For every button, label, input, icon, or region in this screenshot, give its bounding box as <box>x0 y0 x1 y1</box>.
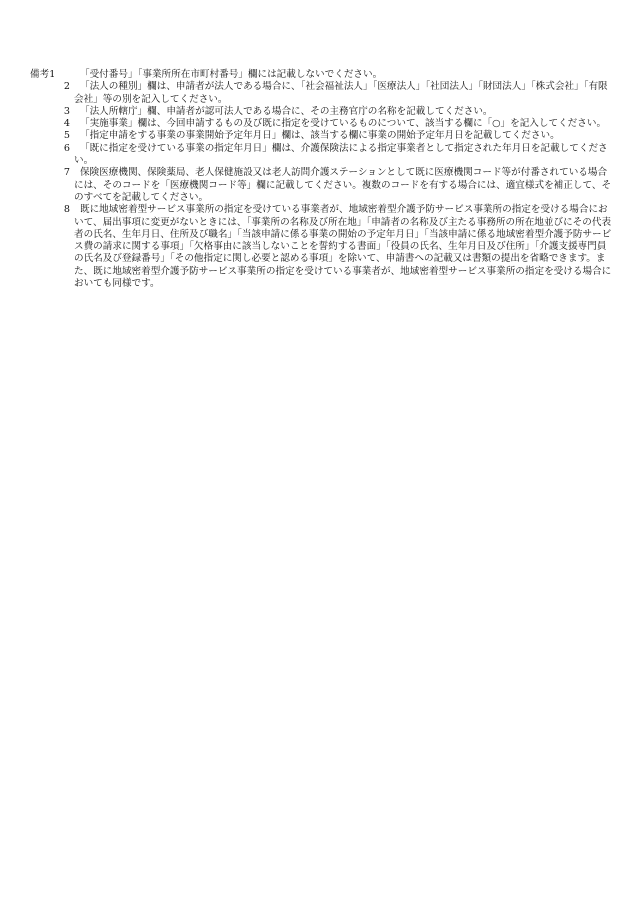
remark-item-2 <box>30 81 615 106</box>
remark-number: 3 <box>63 105 70 117</box>
remark-item-4 <box>30 118 615 130</box>
remark-item-5 <box>30 130 615 142</box>
remark-number: 4 <box>63 118 70 130</box>
remark-item-1 <box>30 69 615 81</box>
remark-text: 「既に指定を受けている事業の指定年月日」欄は、介護保険法による指定事業者として指定された年月日を記載してください。 <box>74 142 608 167</box>
remark-item-6 <box>30 143 615 168</box>
remark-item-8 <box>30 204 615 290</box>
remark-text: 「実施事業」欄は、今回申請するもの及び既に指定を受けているものについて、該当する欄に「○」を記入してください。 <box>80 118 607 130</box>
remark-number: 8 <box>63 204 70 216</box>
remark-number: 5 <box>63 130 70 142</box>
remarks-section <box>30 69 615 290</box>
remark-number: 7 <box>63 167 70 179</box>
remark-item-3 <box>30 106 615 118</box>
remark-text: 「受付番号」「事業所所在市町村番号」欄には記載しないでください。 <box>80 69 383 80</box>
remark-item-7 <box>30 167 615 204</box>
remark-text: 「法人の種別」欄は、申請者が法人である場合に、「社会福祉法人」「医療法人」「社団法人」「財団法人」「株式会社」「有限会社」等の別を記入してください。 <box>74 81 608 105</box>
remark-text: 既に地域密着型サービス事業所の指定を受けている事業者が、地域密着型介護予防サービス事業所の指定を受ける場合において、届出事項に変更がないときには、「事業所の名称及び所在地」「申請者の名称及び主たる事務所の所在地並びにその代表者の氏名、生年月日、住所及び職名」「当該申請に係る事業の開始の予定年月日」「当該申請に係る地域密着型介護予防サービス費の請求に関する事項」「欠格事由に該当しないことを誓約する書面」「役員の氏名、生年月日及び住所」「介護支援専門員の氏名及び登録番号」「その他指定に関し必要と認める事項」を除いて、申請書への記載又は書類の提出を省略できます。また、既に地域密着型介護予防サービス事業所の指定を受けている事業者が、地域密着型サービス事業所の指定を受ける場合においても同様です。 <box>74 204 612 290</box>
remark-number: 2 <box>63 81 70 93</box>
remark-text: 「法人所轄庁」欄、申請者が認可法人である場合に、その主務官庁の名称を記載してください。 <box>80 105 493 117</box>
remark-text: 「指定申請をする事業の事業開始予定年月日」欄は、該当する欄に事業の開始予定年月日を記載してください。 <box>80 130 560 142</box>
remarks-label: 備考1 <box>30 69 56 80</box>
remark-number: 6 <box>63 142 70 154</box>
remark-text: 保険医療機関、保険薬局、老人保健施設又は老人訪問介護ステーションとして既に医療機関コード等が付番されている場合には、そのコードを「医療機関コード等」欄に記載してください。複数のコードを有する場合には、適宜様式を補正して、そのすべてを記載してください。 <box>74 167 612 203</box>
